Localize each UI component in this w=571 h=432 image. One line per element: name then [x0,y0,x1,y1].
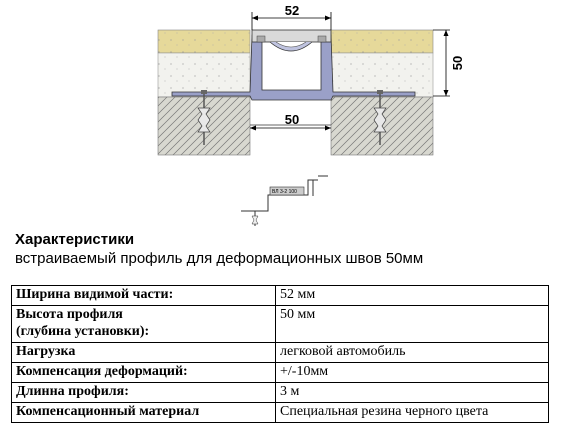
detail-label: ВЛ 3-2 100 [272,189,297,195]
top-width-label: 52 [284,3,300,18]
detail-sketch [241,176,328,226]
spec-key: Длинна профиля: [12,383,276,403]
spec-value: Специальная резина черного цвета [276,403,549,423]
spec-value: 3 м [276,383,549,403]
spec-key: Компенсационный материал [12,403,276,423]
gap-width-dimension [250,112,331,131]
spec-value: легковой автомобиль [276,343,549,363]
top-width-dimension [252,3,331,30]
spec-key: Ширина видимой части: [12,286,276,306]
height-label: 50 [450,55,465,71]
spec-value: 50 мм [276,306,549,343]
table-row [12,363,549,383]
section-subtitle: встраиваемый профиль для деформационных швов 50мм [15,250,424,267]
spec-value: 52 мм [276,286,549,306]
table-row [12,306,549,343]
section-title: Характеристики [15,231,135,248]
spec-table [11,285,549,423]
table-row [12,383,549,403]
spec-key: Нагрузка [12,343,276,363]
table-row [12,286,549,306]
gap-width-label: 50 [284,112,300,127]
height-dimension [433,30,465,96]
table-row [12,343,549,363]
spec-key [12,306,276,343]
spec-key-text: Высота профиля (глубина установки): [16,307,150,339]
spec-key: Компенсация деформаций: [12,363,276,383]
spec-value: +/-10мм [276,363,549,383]
table-row [12,403,549,423]
